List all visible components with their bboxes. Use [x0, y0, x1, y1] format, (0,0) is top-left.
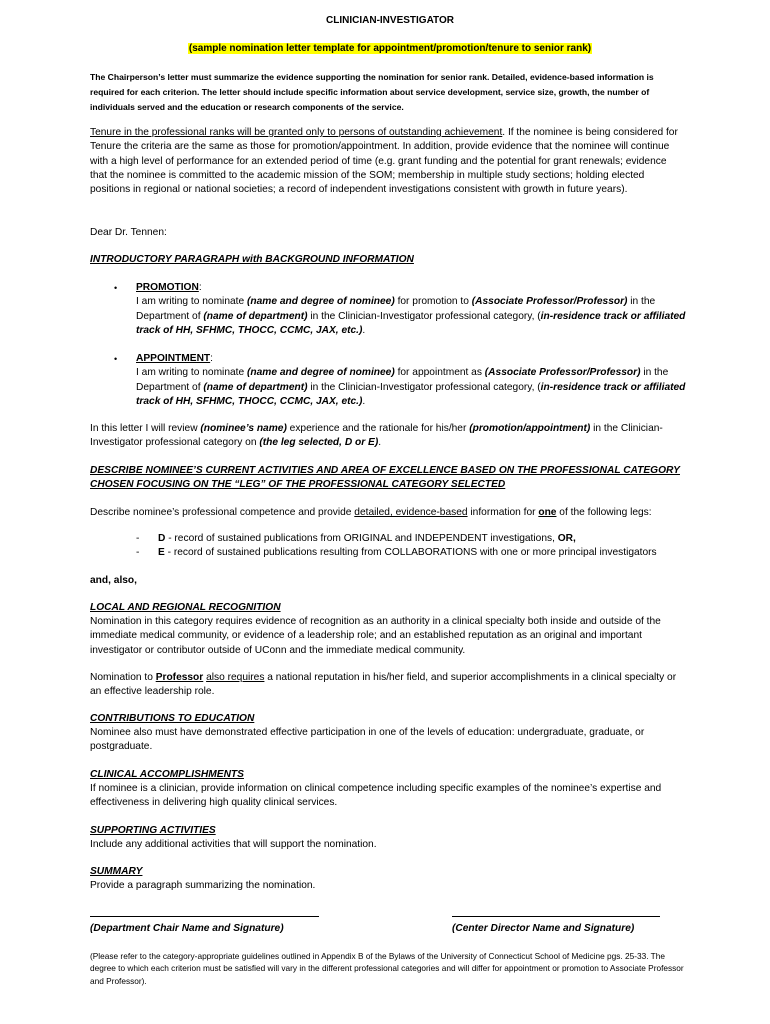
leg-d-text — [158, 532, 698, 546]
dash-icon: - — [136, 547, 140, 558]
and-also: and, also, — [90, 575, 137, 586]
local-recognition-heading: LOCAL AND REGIONAL RECOGNITION — [90, 602, 281, 613]
promotion-t5: . — [362, 324, 366, 336]
appointment-track: in-residence track or affiliated track of HH, SFHMC, THOCC, CCMC, JAX, etc.) — [136, 381, 686, 407]
local-recognition-text: Nomination in this category requires evidence of recognition as an authority in a clinical specialty both inside and outside of the immediate medical community, or evidence of a leadership role; and an established reputation as an original and important investigator or contributor outside of UConn and the immediate medical community. — [90, 616, 661, 656]
chair-signature-line — [90, 916, 319, 917]
professor-also: also requires — [206, 672, 265, 683]
document-subtitle — [90, 42, 690, 56]
describe-t2: information for — [467, 507, 539, 518]
leg-d-letter: D — [158, 533, 166, 544]
review-t1: In this letter I will review — [90, 423, 201, 434]
leg-e-text — [158, 546, 698, 560]
salutation: Dear Dr. Tennen: — [90, 227, 167, 238]
education-text: Nominee also must have demonstrated effective participation in one of the levels of education: undergraduate, graduate, or postgraduate. — [90, 727, 645, 753]
clinical-text: If nominee is a clinician, provide information on clinical competence including specific examples of the nominee’s expertise and effectiveness in delivering high quality clinical services. — [90, 783, 662, 809]
review-leg: (the leg selected, D or E) — [259, 437, 379, 449]
promotion-t2: for promotion to — [394, 296, 472, 308]
supporting-heading: SUPPORTING ACTIVITIES — [90, 825, 216, 836]
summary-text: Provide a paragraph summarizing the nomination. — [90, 880, 316, 891]
review-name: (nominee’s name) — [200, 423, 287, 434]
review-pa: (promotion/appointment) — [469, 423, 591, 434]
subtitle-highlight: (sample nomination letter template for appointment/promotion/tenure to senior rank) — [188, 43, 592, 54]
supporting-text: Include any additional activities that will support the nomination. — [90, 839, 377, 850]
review-t4: . — [378, 437, 382, 449]
promotion-dept: (name of department) — [203, 310, 308, 322]
appointment-rank: (Associate Professor/Professor) — [484, 367, 641, 379]
bylaws-footnote: (Please refer to the category-appropriate guidelines outlined in Appendix B of the Bylaws of the University of Connecticut School of Medicine pgs. 25-33. The degree to which each criterion must be satisfied will vary in the different professional categories and will differ for appointment or promotion to Associate Professor and Professor). — [90, 951, 684, 986]
education-heading: CONTRIBUTIONS TO EDUCATION — [90, 713, 255, 724]
leg-d-desc: - record of sustained publications from ORIGINAL and INDEPENDENT investigations, — [165, 533, 558, 544]
appointment-dept: (name of department) — [203, 381, 308, 393]
appointment-t2: for appointment as — [394, 367, 485, 379]
tenure-lead: Tenure in the professional ranks will be granted only to persons of outstanding achievement — [90, 127, 503, 138]
promotion-nominee: (name and degree of nominee) — [246, 296, 395, 308]
promotion-t3: in the Department of — [136, 296, 656, 322]
promotion-body — [136, 281, 688, 338]
promotion-t1: I am writing to nominate — [136, 296, 247, 308]
appointment-nominee: (name and degree of nominee) — [246, 367, 395, 379]
professor-paragraph — [90, 671, 682, 700]
professor-t3: a national reputation in his/her field, and superior accomplishments in a clinical specialty or an effective leadership role. — [90, 672, 677, 698]
describe-u1: detailed, evidence-based — [354, 507, 468, 518]
intro-heading: INTRODUCTORY PARAGRAPH with BACKGROUND INFORMATION — [90, 254, 414, 265]
review-t3: in the Clinician-Investigator professional category on — [90, 423, 663, 449]
appointment-label: APPOINTMENT — [136, 353, 211, 364]
leg-d-or: OR, — [557, 533, 576, 544]
promotion-track: in-residence track or affiliated track of HH, SFHMC, THOCC, CCMC, JAX, etc.) — [136, 310, 686, 336]
promotion-colon: : — [198, 282, 202, 293]
appointment-body — [136, 352, 688, 409]
tenure-paragraph — [90, 126, 682, 197]
describe-heading: DESCRIBE NOMINEE’S CURRENT ACTIVITIES AND AREA OF EXCELLENCE BASED ON THE PROFESSIONAL CATEGORY CHOSEN FOCUSING ON THE “LEG” OF THE PROFESSIONAL CATEGORY SELECTED — [90, 465, 680, 491]
describe-t3: of the following legs: — [556, 507, 652, 518]
promotion-rank: (Associate Professor/Professor) — [471, 296, 628, 308]
summary-heading: SUMMARY — [90, 866, 143, 877]
director-signature-label: (Center Director Name and Signature) — [452, 923, 635, 934]
appointment-t1: I am writing to nominate — [136, 367, 247, 379]
professor-t1: Nomination to — [90, 672, 156, 683]
director-signature-line — [452, 916, 660, 917]
promotion-t4: in the Clinician-Investigator professional category, ( — [307, 310, 541, 322]
review-paragraph — [90, 422, 682, 451]
appointment-t5: . — [362, 395, 366, 407]
document-title: CLINICIAN-INVESTIGATOR — [326, 15, 454, 26]
chair-letter-instructions: The Chairperson’s letter must summarize the evidence supporting the nomination for senior rank. Detailed, evidence-based information is required for each criterion. The letter should include specific information about service development, service size, growth, the number of individuals served and the education or research components of the service. — [90, 72, 654, 112]
chair-signature-label: (Department Chair Name and Signature) — [90, 923, 284, 934]
leg-e-letter: E — [158, 547, 165, 558]
describe-one: one — [538, 507, 557, 518]
leg-e-desc: - record of sustained publications resulting from COLLABORATIONS with one or more principal investigators — [164, 547, 657, 558]
dash-icon: - — [136, 533, 140, 544]
bullet-icon: • — [114, 283, 118, 293]
describe-paragraph — [90, 506, 682, 520]
appointment-colon: : — [210, 353, 213, 364]
promotion-label: PROMOTION — [136, 282, 199, 293]
appointment-t4: in the Clinician-Investigator professional category, ( — [307, 381, 541, 393]
professor-word: Professor — [155, 672, 204, 683]
bullet-icon: • — [114, 354, 118, 364]
appointment-t3: in the Department of — [136, 367, 669, 393]
review-t2: experience and the rationale for his/her — [286, 423, 470, 434]
tenure-text: . If the nominee is being considered for Tenure the criteria are the same as those for promotion/appointment. In addition, provide evidence that the nominee will continue with a high level of performance for an extended period of time (e.g. grant funding and the potential for grant renewals; evidence that the nominee is committed to the academic mission of the SOM; membership in multiple study sections; holding elected positions in regional or national societies; a record of independent investigations consistent with growth in future years). — [90, 127, 678, 196]
clinical-heading: CLINICAL ACCOMPLISHMENTS — [90, 769, 244, 780]
describe-t1: Describe nominee’s professional competence and provide — [90, 507, 355, 518]
